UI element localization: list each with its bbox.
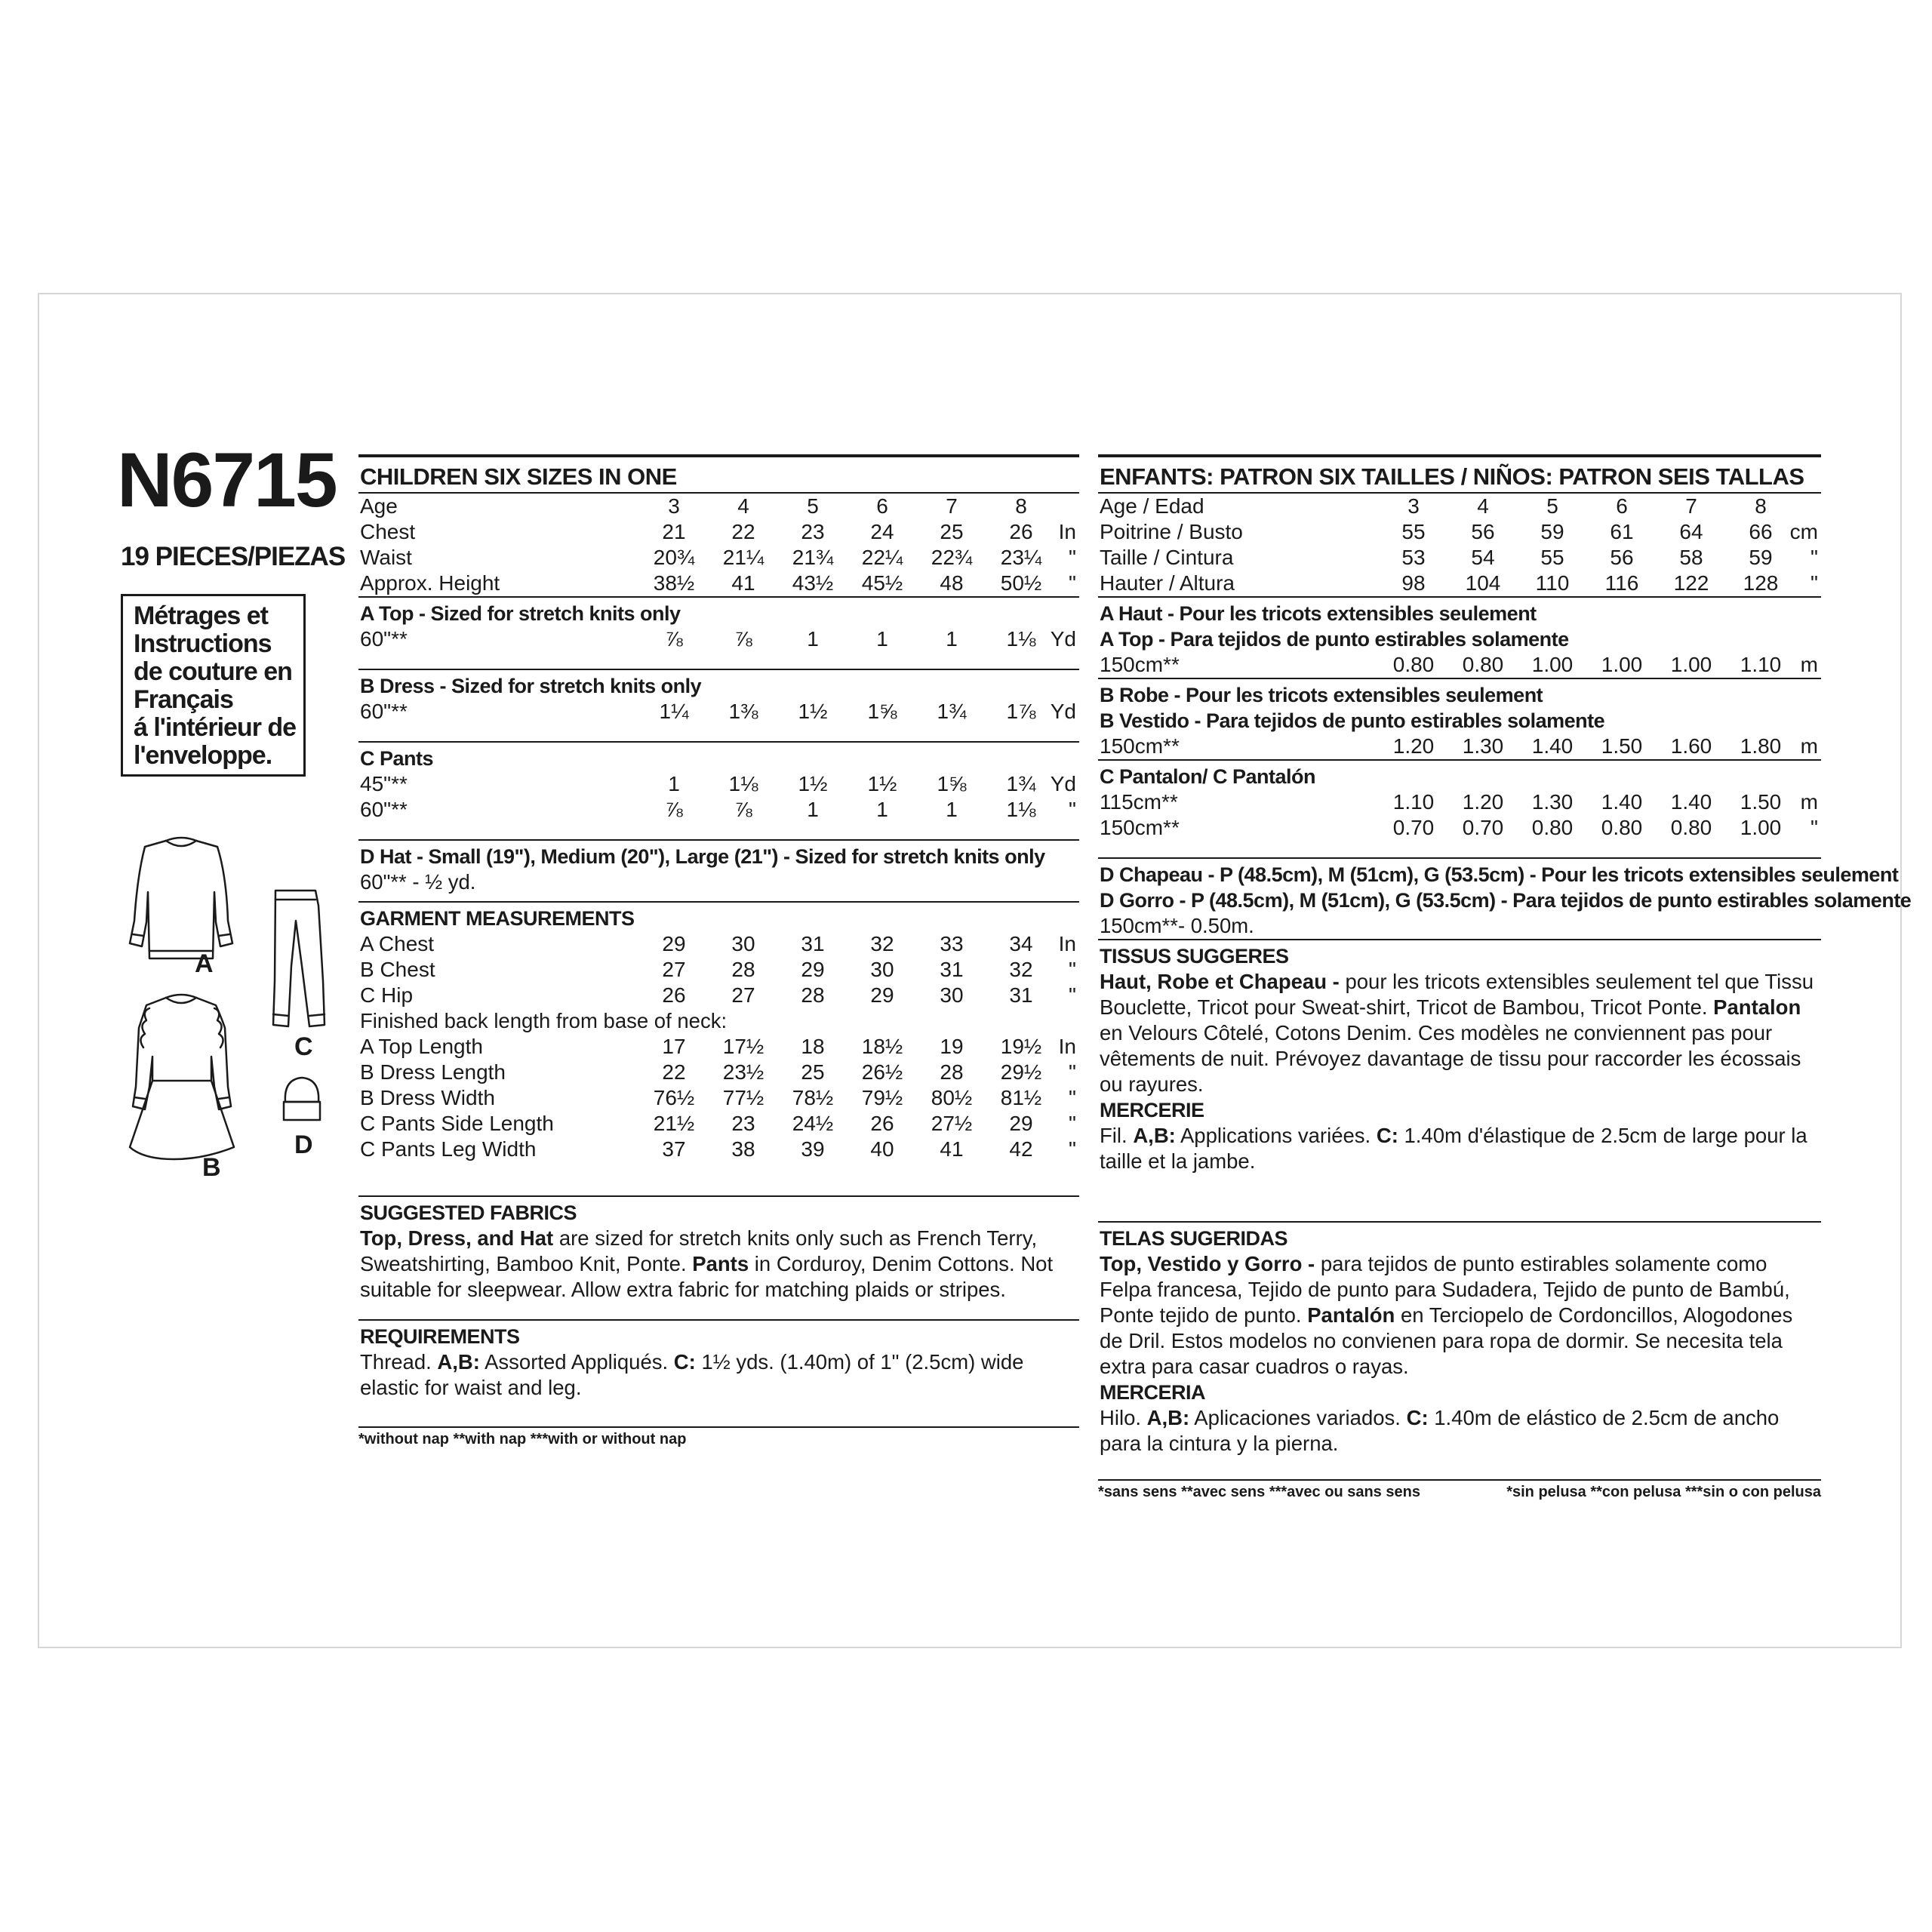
telas-title: TELAS SUGERIDAS: [1100, 1227, 1288, 1250]
garment-measurements-title: GARMENT MEASUREMENTS: [360, 907, 635, 930]
row-value: 1½: [798, 700, 828, 723]
row-value: 1.00: [1601, 653, 1643, 676]
row-value: 61: [1610, 520, 1634, 543]
row-unit: ": [1810, 816, 1818, 839]
row-value: 1¼: [659, 700, 689, 723]
fr-es-footnotes: [1098, 1479, 1821, 1501]
row-value: 18: [801, 1035, 825, 1058]
view-b-yardage: [358, 669, 1079, 724]
view-b-label: B: [202, 1153, 221, 1182]
french-note-line: Français: [134, 685, 233, 714]
row-label: Poitrine / Busto: [1100, 520, 1243, 543]
view-c-label: C: [294, 1032, 313, 1061]
view-b-row-metric: [1098, 734, 1821, 759]
row-value: 3: [668, 494, 680, 518]
row-value: 1: [946, 627, 958, 651]
measurement-row: [358, 931, 1079, 957]
row-unit: ": [1810, 546, 1818, 569]
garment-rows: [358, 931, 1079, 1008]
row-value: ⅞: [734, 798, 752, 821]
row-label: 60"**: [360, 700, 408, 723]
suggested-fabrics-text: Top, Dress, and Hat are sized for stretch knits only such as French Terry, Sweatshirting, Bamboo Knit, Ponte. Pants in Corduroy, Denim Cottons. Not suitable for sleepwear. Allow extra fabric for matching plaids or stripes.: [360, 1226, 1054, 1301]
french-note-line: á l'intérieur de: [134, 713, 297, 742]
row-value: 26: [870, 1112, 894, 1135]
row-value: 28: [731, 958, 755, 981]
french-spanish-column: [1098, 454, 1912, 1501]
row-value: 29: [801, 958, 825, 981]
view-d-line-metric: 150cm**- 0.50m.: [1100, 914, 1254, 937]
row-value: 21: [662, 520, 686, 543]
french-note-line: Métrages et: [134, 601, 268, 630]
row-value: 1.10: [1740, 653, 1782, 676]
merceria-title: MERCERIA: [1100, 1381, 1206, 1404]
row-value: 110: [1535, 571, 1570, 595]
measurement-row: [358, 494, 1079, 519]
measurement-row: [358, 771, 1079, 797]
row-label: B Dress Width: [360, 1086, 495, 1109]
row-unit: In: [1058, 1035, 1076, 1058]
row-value: 34: [1009, 932, 1033, 955]
row-value: 58: [1679, 546, 1703, 569]
row-value: 1⅝: [867, 700, 897, 723]
row-value: 1.80: [1740, 734, 1782, 758]
row-value: 6: [1616, 494, 1628, 518]
row-value: 64: [1679, 520, 1703, 543]
french-note-line: de couture en: [134, 657, 292, 686]
row-value: 27: [731, 983, 755, 1007]
view-b-row: [358, 699, 1079, 724]
row-value: 1⅝: [937, 772, 967, 795]
row-value: 0.70: [1392, 816, 1435, 839]
row-value: 29: [1009, 1112, 1033, 1135]
row-unit: ": [1069, 546, 1076, 569]
row-value: 38½: [653, 571, 695, 595]
row-unit: ": [1069, 1137, 1076, 1161]
measurement-row: [358, 957, 1079, 983]
view-d-title: D Hat - Small (19"), Medium (20"), Large (21") - Sized for stretch knits only: [360, 845, 1045, 868]
body-measurements-table-metric: [1098, 494, 1821, 596]
row-value: 5: [1546, 494, 1558, 518]
row-value: 42: [1009, 1137, 1033, 1161]
row-value: 59: [1540, 520, 1564, 543]
row-value: 25: [940, 520, 964, 543]
pattern-number: N6715: [117, 437, 337, 523]
row-value: 5: [807, 494, 819, 518]
row-label: 150cm**: [1100, 734, 1180, 758]
measurement-row: [1098, 652, 1821, 678]
measurement-row: [358, 1060, 1079, 1085]
row-value: 0.80: [1462, 653, 1504, 676]
garment-illustrations: [121, 830, 347, 1192]
row-unit: ": [1069, 958, 1076, 981]
row-value: 66: [1749, 520, 1773, 543]
row-value: 30: [731, 932, 755, 955]
row-value: 55: [1540, 546, 1564, 569]
view-c-rows-metric: [1098, 789, 1821, 841]
row-value: 59: [1749, 546, 1773, 569]
view-d-title-fr: D Chapeau - P (48.5cm), M (51cm), G (53.5cm) - Pour les tricots extensibles seulement: [1100, 863, 1899, 886]
row-value: 1.00: [1740, 816, 1782, 839]
measurement-row: [358, 797, 1079, 823]
row-label: B Dress Length: [360, 1060, 506, 1084]
row-label: 115cm**: [1100, 790, 1178, 814]
row-value: 3: [1407, 494, 1420, 518]
row-value: 23¼: [1000, 546, 1042, 569]
row-value: 98: [1401, 571, 1426, 595]
row-label: 45"**: [360, 772, 408, 795]
row-value: 28: [940, 1060, 964, 1084]
view-c-pants-drawing: [273, 891, 325, 1026]
view-c-metric: [1098, 759, 1821, 841]
row-value: 1: [876, 798, 888, 821]
row-value: 22¾: [931, 546, 973, 569]
row-value: 1.20: [1462, 790, 1504, 814]
row-value: 1⅞: [1006, 700, 1036, 723]
row-label: 60"**: [360, 798, 408, 821]
row-value: 80½: [931, 1086, 973, 1109]
view-a-label: A: [195, 949, 214, 978]
row-unit: m: [1800, 734, 1818, 758]
row-label: 150cm**: [1100, 653, 1180, 676]
row-value: 56: [1471, 520, 1495, 543]
measurement-row: [1098, 789, 1821, 815]
row-value: 18½: [861, 1035, 903, 1058]
requirements-text: Thread. A,B: Assorted Appliqués. C: 1½ yds. (1.40m) of 1" (2.5cm) wide elastic for waist and leg.: [360, 1350, 1024, 1399]
row-value: 1¾: [1006, 772, 1036, 795]
row-label: 150cm**: [1100, 816, 1180, 839]
view-d-line: 60"** - ½ yd.: [360, 870, 476, 894]
tissus-suggeres: [1098, 939, 1821, 1174]
row-label: C Hip: [360, 983, 414, 1007]
measurement-row: [358, 545, 1079, 571]
row-value: 41: [731, 571, 755, 595]
merceria-text: Hilo. A,B: Aplicaciones variados. C: 1.40m de elástico de 2.5cm de ancho para la cintura y la pierna.: [1100, 1406, 1780, 1455]
row-value: 1.30: [1531, 790, 1574, 814]
row-unit: Yd: [1050, 627, 1076, 651]
row-value: 1: [946, 798, 958, 821]
requirements: [358, 1319, 1079, 1401]
row-unit: m: [1800, 790, 1818, 814]
row-value: 40: [870, 1137, 894, 1161]
row-value: 7: [946, 494, 958, 518]
row-value: 1: [876, 627, 888, 651]
row-unit: In: [1058, 520, 1076, 543]
row-label: A Top Length: [360, 1035, 483, 1058]
row-value: 116: [1604, 571, 1639, 595]
row-value: 1.30: [1462, 734, 1504, 758]
row-unit: ": [1810, 571, 1818, 595]
row-value: 26: [662, 983, 686, 1007]
row-value: 104: [1465, 571, 1501, 595]
french-footnote: *sans sens **avec sens ***avec ou sans sens: [1098, 1484, 1420, 1500]
row-value: 1½: [867, 772, 897, 795]
row-value: 0.80: [1392, 653, 1435, 676]
row-value: 20¾: [653, 546, 695, 569]
view-a-title-es: A Top - Para tejidos de punto estirables solamente: [1100, 628, 1569, 651]
row-value: 1: [668, 772, 680, 795]
view-c-rows: [358, 771, 1079, 823]
row-value: 78½: [792, 1086, 834, 1109]
row-value: 4: [1477, 494, 1489, 518]
row-label: B Chest: [360, 958, 435, 981]
row-value: 26½: [861, 1060, 903, 1084]
measurement-row: [1098, 734, 1821, 759]
row-value: 54: [1471, 546, 1495, 569]
row-unit: ": [1069, 571, 1076, 595]
row-value: 27: [662, 958, 686, 981]
row-label: 60"**: [360, 627, 408, 651]
row-value: 1.50: [1601, 734, 1643, 758]
view-b-title: B Dress - Sized for stretch knits only: [360, 675, 702, 697]
measurement-row: [1098, 545, 1821, 571]
pieces-count: 19 PIECES/PIEZAS: [121, 542, 346, 571]
suggested-fabrics: [358, 1195, 1079, 1303]
row-value: 1⅛: [728, 772, 758, 795]
row-unit: ": [1069, 1112, 1076, 1135]
row-value: 23: [731, 1112, 755, 1135]
row-value: 33: [940, 932, 964, 955]
tissus-text: Haut, Robe et Chapeau - pour les tricots extensibles seulement tel que Tissu Bouclette, Tricot pour Sweat-shirt, Tricot de Bambou, Tricot Ponte. Pantalon en Velours Côtelé, Cotons Denim. Ces modèles ne conviennent pas pour vêtements de nuit. Prévoyez davantage de tissu pour raccorder les écossais ou rayures.: [1100, 970, 1814, 1096]
measurement-row: [358, 1111, 1079, 1137]
mercerie-text: Fil. A,B: Applications variées. C: 1.40m d'élastique de 2.5cm de large pour la taille et la jambe.: [1100, 1124, 1807, 1173]
row-value: 79½: [861, 1086, 903, 1109]
row-unit: ": [1069, 983, 1076, 1007]
row-value: 1⅛: [1006, 798, 1036, 821]
view-d-metric: [1098, 857, 1912, 939]
measurement-row: [358, 1034, 1079, 1060]
row-value: ⅞: [665, 798, 683, 821]
row-value: 32: [1009, 958, 1033, 981]
measurement-row: [358, 519, 1079, 545]
view-d-yardage: [358, 839, 1079, 895]
row-value: 26: [1009, 520, 1033, 543]
row-unit: Yd: [1050, 700, 1076, 723]
view-a-metric: [1098, 596, 1821, 678]
row-value: 32: [870, 932, 894, 955]
view-a-row-metric: [1098, 652, 1821, 678]
row-value: 1⅜: [728, 700, 758, 723]
row-value: 4: [737, 494, 749, 518]
view-c-title: C Pants: [360, 747, 434, 770]
row-value: 29½: [1000, 1060, 1042, 1084]
row-value: 0.80: [1601, 816, 1643, 839]
row-value: 55: [1401, 520, 1426, 543]
row-label: Waist: [360, 546, 412, 569]
row-value: 21½: [653, 1112, 695, 1135]
measurement-row: [358, 571, 1079, 596]
view-a-title: A Top - Sized for stretch knits only: [360, 602, 681, 625]
body-measurements-table: [358, 494, 1079, 596]
row-label: Age: [360, 494, 398, 518]
row-value: 29: [662, 932, 686, 955]
row-value: 31: [940, 958, 964, 981]
row-value: 0.70: [1462, 816, 1504, 839]
row-value: 38: [731, 1137, 755, 1161]
row-value: 1.40: [1670, 790, 1712, 814]
row-value: 24: [870, 520, 894, 543]
row-value: 0.80: [1531, 816, 1574, 839]
row-value: 22¼: [861, 546, 903, 569]
row-value: 31: [1009, 983, 1033, 1007]
french-note-line: l'enveloppe.: [134, 741, 272, 770]
row-value: 56: [1610, 546, 1634, 569]
row-value: 1: [807, 798, 819, 821]
french-spanish-title: ENFANTS: PATRON SIX TAILLES / NIÑOS: PATRON SEIS TALLAS: [1098, 454, 1821, 494]
row-label: Hauter / Altura: [1100, 571, 1235, 595]
mercerie-title: MERCERIE: [1100, 1099, 1204, 1121]
row-value: 53: [1401, 546, 1426, 569]
english-title: CHILDREN SIX SIZES IN ONE: [358, 454, 1079, 494]
row-label: Age / Edad: [1100, 494, 1204, 518]
row-unit: ": [1069, 1086, 1076, 1109]
row-value: 21¼: [722, 546, 764, 569]
row-label: C Pants Leg Width: [360, 1137, 537, 1161]
row-value: 39: [801, 1137, 825, 1161]
row-value: 31: [801, 932, 825, 955]
row-value: 37: [662, 1137, 686, 1161]
measurement-row: [1098, 815, 1821, 841]
row-label: Approx. Height: [360, 571, 500, 595]
requirements-title: REQUIREMENTS: [360, 1325, 520, 1348]
row-value: 81½: [1000, 1086, 1042, 1109]
row-value: 1: [807, 627, 819, 651]
row-value: 22: [662, 1060, 686, 1084]
row-value: 27½: [931, 1112, 973, 1135]
view-a-yardage: [358, 596, 1079, 652]
view-b-title-es: B Vestido - Para tejidos de punto estirables solamente: [1100, 709, 1605, 732]
row-label: A Chest: [360, 932, 435, 955]
measurement-row: [358, 699, 1079, 724]
row-value: 50½: [1000, 571, 1042, 595]
row-unit: cm: [1789, 520, 1818, 543]
view-a-top-drawing: [130, 838, 232, 958]
row-value: 29: [870, 983, 894, 1007]
suggested-fabrics-title: SUGGESTED FABRICS: [360, 1201, 577, 1224]
measurement-row: [358, 983, 1079, 1008]
row-value: 48: [940, 571, 964, 595]
french-note-line: Instructions: [134, 629, 272, 658]
garment-line-art: [121, 830, 347, 1192]
row-value: 6: [876, 494, 888, 518]
row-value: ⅞: [665, 627, 683, 651]
row-value: 23½: [722, 1060, 764, 1084]
row-value: 1.40: [1601, 790, 1643, 814]
row-value: 17½: [722, 1035, 764, 1058]
row-value: 1.50: [1740, 790, 1782, 814]
english-column: [358, 454, 1079, 1448]
garment-measurements: [358, 901, 1079, 1162]
row-value: 1.00: [1531, 653, 1574, 676]
row-value: 8: [1015, 494, 1027, 518]
row-value: 1.10: [1392, 790, 1435, 814]
tissus-title: TISSUS SUGGERES: [1100, 945, 1289, 968]
row-value: 7: [1685, 494, 1697, 518]
row-value: 17: [662, 1035, 686, 1058]
english-footnote: *without nap **with nap ***with or without nap: [358, 1426, 1079, 1448]
row-unit: m: [1800, 653, 1818, 676]
row-value: 1.60: [1670, 734, 1712, 758]
row-value: 21¾: [792, 546, 834, 569]
telas-sugeridas: [1098, 1221, 1821, 1457]
row-value: 23: [801, 520, 825, 543]
row-label: Chest: [360, 520, 416, 543]
row-label: Taille / Cintura: [1100, 546, 1234, 569]
view-b-metric: [1098, 678, 1821, 759]
measurement-row: [358, 626, 1079, 652]
view-a-title-fr: A Haut - Pour les tricots extensibles seulement: [1100, 602, 1537, 625]
row-unit: Yd: [1050, 772, 1076, 795]
french-instructions-note: [121, 594, 306, 777]
row-unit: In: [1058, 932, 1076, 955]
row-value: 19: [940, 1035, 964, 1058]
row-value: 30: [940, 983, 964, 1007]
row-value: 41: [940, 1137, 964, 1161]
row-value: 1½: [798, 772, 828, 795]
measurement-row: [1098, 571, 1821, 596]
row-value: 45½: [861, 571, 903, 595]
view-c-title-fr-es: C Pantalon/ C Pantalón: [1100, 765, 1316, 788]
row-unit: ": [1069, 1060, 1076, 1084]
view-c-yardage: [358, 741, 1079, 823]
row-value: 128: [1743, 571, 1779, 595]
row-value: 25: [801, 1060, 825, 1084]
row-value: 19½: [1000, 1035, 1042, 1058]
row-value: 1.00: [1670, 653, 1712, 676]
row-label: C Pants Side Length: [360, 1112, 554, 1135]
row-value: 22: [731, 520, 755, 543]
measurement-row: [358, 1085, 1079, 1111]
telas-text: Top, Vestido y Gorro - para tejidos de punto estirables solamente como Felpa francesa, Tejido de punto para Sudadera, Tejido de punto de Bambú, Ponte tejido de punto. Pantalón en Terciopelo de Cordoncillos, Alogodones de Dril. Estos modelos no convienen para ropa de dormir. Se necesita tela extra para casar cuadros o rayas.: [1100, 1252, 1793, 1378]
view-b-dress-drawing: [130, 995, 234, 1159]
row-value: ⅞: [734, 627, 752, 651]
measurement-row: [1098, 519, 1821, 545]
view-d-label: D: [294, 1131, 313, 1159]
row-value: 1.20: [1392, 734, 1435, 758]
measurement-row: [1098, 494, 1821, 519]
row-value: 28: [801, 983, 825, 1007]
view-d-hat-drawing: [284, 1078, 320, 1120]
row-value: 1⅛: [1006, 627, 1036, 651]
row-unit: ": [1069, 798, 1076, 821]
row-value: 122: [1673, 571, 1709, 595]
view-b-title-fr: B Robe - Pour les tricots extensibles seulement: [1100, 684, 1543, 706]
row-value: 77½: [722, 1086, 764, 1109]
row-value: 1.40: [1531, 734, 1574, 758]
row-value: 0.80: [1670, 816, 1712, 839]
row-value: 76½: [653, 1086, 695, 1109]
row-value: 24½: [792, 1112, 834, 1135]
back-length-note: Finished back length from base of neck:: [360, 1009, 728, 1032]
view-a-row: [358, 626, 1079, 652]
spanish-footnote: *sin pelusa **con pelusa ***sin o con pelusa: [1506, 1484, 1821, 1500]
measurement-row: [358, 1137, 1079, 1162]
length-rows: [358, 1034, 1079, 1162]
row-value: 43½: [792, 571, 834, 595]
row-value: 8: [1755, 494, 1767, 518]
row-value: 30: [870, 958, 894, 981]
row-value: 1¾: [937, 700, 967, 723]
view-d-title-es: D Gorro - P (48.5cm), M (51cm), G (53.5cm) - Para tejidos de punto estirables solamente: [1100, 889, 1912, 912]
